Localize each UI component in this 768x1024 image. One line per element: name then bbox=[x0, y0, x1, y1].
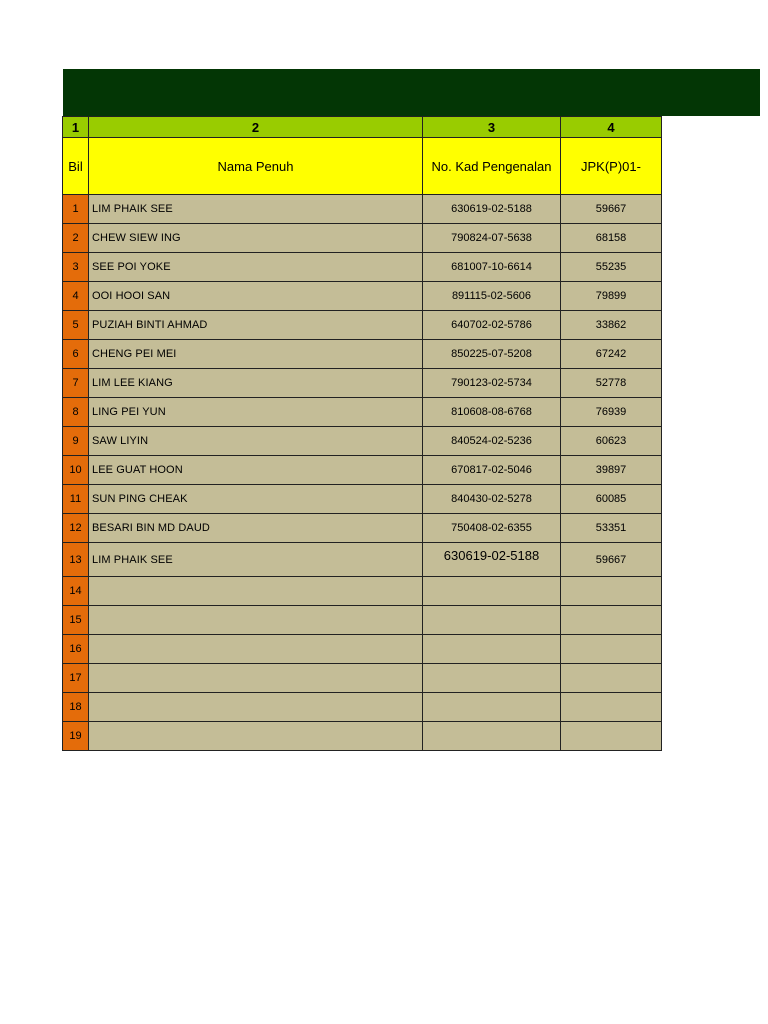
jpk-cell[interactable]: 33862 bbox=[561, 311, 662, 340]
ic-cell[interactable] bbox=[423, 606, 561, 635]
bil-cell[interactable]: 10 bbox=[63, 456, 89, 485]
bil-cell[interactable]: 9 bbox=[63, 427, 89, 456]
bil-cell[interactable]: 1 bbox=[63, 195, 89, 224]
name-cell[interactable]: CHENG PEI MEI bbox=[89, 340, 423, 369]
ic-cell[interactable]: 630619-02-5188 bbox=[423, 543, 561, 577]
name-cell[interactable]: SEE POI YOKE bbox=[89, 253, 423, 282]
name-cell[interactable] bbox=[89, 577, 423, 606]
name-cell[interactable] bbox=[89, 635, 423, 664]
name-cell[interactable] bbox=[89, 693, 423, 722]
jpk-cell[interactable] bbox=[561, 693, 662, 722]
table-row bbox=[63, 427, 662, 456]
table-row bbox=[63, 664, 662, 693]
table-row bbox=[63, 456, 662, 485]
jpk-cell[interactable]: 39897 bbox=[561, 456, 662, 485]
ic-cell[interactable]: 790824-07-5638 bbox=[423, 224, 561, 253]
bil-cell[interactable]: 19 bbox=[63, 722, 89, 751]
ic-cell[interactable] bbox=[423, 722, 561, 751]
ic-cell[interactable] bbox=[423, 577, 561, 606]
ic-cell[interactable]: 891115-02-5606 bbox=[423, 282, 561, 311]
column-number-3[interactable]: 3 bbox=[423, 117, 561, 138]
column-number-2[interactable]: 2 bbox=[89, 117, 423, 138]
name-cell[interactable]: LING PEI YUN bbox=[89, 398, 423, 427]
ic-cell[interactable]: 840430-02-5278 bbox=[423, 485, 561, 514]
bil-cell[interactable]: 2 bbox=[63, 224, 89, 253]
jpk-cell[interactable]: 67242 bbox=[561, 340, 662, 369]
table-row bbox=[63, 693, 662, 722]
ic-cell[interactable] bbox=[423, 693, 561, 722]
ic-cell[interactable]: 681007-10-6614 bbox=[423, 253, 561, 282]
bil-cell[interactable]: 7 bbox=[63, 369, 89, 398]
column-number-1[interactable]: 1 bbox=[63, 117, 89, 138]
table-row bbox=[63, 340, 662, 369]
table-row bbox=[63, 485, 662, 514]
name-cell[interactable]: SAW LIYIN bbox=[89, 427, 423, 456]
jpk-cell[interactable] bbox=[561, 606, 662, 635]
bil-cell[interactable]: 6 bbox=[63, 340, 89, 369]
ic-cell[interactable] bbox=[423, 635, 561, 664]
name-cell[interactable] bbox=[89, 664, 423, 693]
column-number-4[interactable]: 4 bbox=[561, 117, 662, 138]
name-cell[interactable]: PUZIAH BINTI AHMAD bbox=[89, 311, 423, 340]
header-name[interactable]: Nama Penuh bbox=[89, 138, 423, 195]
ic-cell[interactable]: 670817-02-5046 bbox=[423, 456, 561, 485]
header-jpk[interactable]: JPK(P)01- bbox=[561, 138, 662, 195]
jpk-cell[interactable]: 60085 bbox=[561, 485, 662, 514]
ic-cell[interactable]: 810608-08-6768 bbox=[423, 398, 561, 427]
jpk-cell[interactable] bbox=[561, 664, 662, 693]
ic-cell[interactable]: 850225-07-5208 bbox=[423, 340, 561, 369]
header-ic[interactable]: No. Kad Pengenalan bbox=[423, 138, 561, 195]
table-row bbox=[63, 282, 662, 311]
jpk-cell[interactable]: 52778 bbox=[561, 369, 662, 398]
name-cell[interactable]: SUN PING CHEAK bbox=[89, 485, 423, 514]
name-cell[interactable] bbox=[89, 606, 423, 635]
table-row bbox=[63, 722, 662, 751]
ic-cell[interactable]: 640702-02-5786 bbox=[423, 311, 561, 340]
table-row bbox=[63, 543, 662, 577]
jpk-cell[interactable] bbox=[561, 577, 662, 606]
table-row bbox=[63, 577, 662, 606]
ic-cell[interactable]: 630619-02-5188 bbox=[423, 195, 561, 224]
name-cell[interactable]: LIM PHAIK SEE bbox=[89, 543, 423, 577]
bil-cell[interactable]: 4 bbox=[63, 282, 89, 311]
jpk-cell[interactable] bbox=[561, 722, 662, 751]
bil-cell[interactable]: 3 bbox=[63, 253, 89, 282]
table-row bbox=[63, 195, 662, 224]
jpk-cell[interactable]: 55235 bbox=[561, 253, 662, 282]
table-row bbox=[63, 369, 662, 398]
column-number-row bbox=[63, 117, 662, 138]
table-row bbox=[63, 514, 662, 543]
bil-cell[interactable]: 14 bbox=[63, 577, 89, 606]
bil-cell[interactable]: 12 bbox=[63, 514, 89, 543]
bil-cell[interactable]: 13 bbox=[63, 543, 89, 577]
name-cell[interactable]: LIM LEE KIANG bbox=[89, 369, 423, 398]
table-row bbox=[63, 253, 662, 282]
jpk-cell[interactable]: 60623 bbox=[561, 427, 662, 456]
table-row bbox=[63, 398, 662, 427]
bil-cell[interactable]: 8 bbox=[63, 398, 89, 427]
ic-cell[interactable]: 840524-02-5236 bbox=[423, 427, 561, 456]
ic-cell[interactable]: 790123-02-5734 bbox=[423, 369, 561, 398]
name-cell[interactable]: BESARI BIN MD DAUD bbox=[89, 514, 423, 543]
name-cell[interactable]: OOI HOOI SAN bbox=[89, 282, 423, 311]
header-row bbox=[63, 138, 662, 195]
bil-cell[interactable]: 15 bbox=[63, 606, 89, 635]
name-cell[interactable]: LEE GUAT HOON bbox=[89, 456, 423, 485]
table-row bbox=[63, 635, 662, 664]
jpk-cell[interactable]: 59667 bbox=[561, 195, 662, 224]
bil-cell[interactable]: 18 bbox=[63, 693, 89, 722]
ic-cell[interactable]: 750408-02-6355 bbox=[423, 514, 561, 543]
header-bil[interactable]: Bil bbox=[63, 138, 89, 195]
table-row bbox=[63, 311, 662, 340]
ic-cell[interactable] bbox=[423, 664, 561, 693]
jpk-cell[interactable]: 53351 bbox=[561, 514, 662, 543]
jpk-cell[interactable]: 68158 bbox=[561, 224, 662, 253]
title-banner bbox=[63, 69, 760, 116]
name-cell[interactable]: CHEW SIEW ING bbox=[89, 224, 423, 253]
name-cell[interactable]: LIM PHAIK SEE bbox=[89, 195, 423, 224]
jpk-cell[interactable] bbox=[561, 635, 662, 664]
table-row bbox=[63, 224, 662, 253]
jpk-cell[interactable]: 79899 bbox=[561, 282, 662, 311]
table-row bbox=[63, 606, 662, 635]
bil-cell[interactable]: 11 bbox=[63, 485, 89, 514]
bil-cell[interactable]: 17 bbox=[63, 664, 89, 693]
jpk-cell[interactable]: 59667 bbox=[561, 543, 662, 577]
bil-cell[interactable]: 5 bbox=[63, 311, 89, 340]
jpk-cell[interactable]: 76939 bbox=[561, 398, 662, 427]
name-cell[interactable] bbox=[89, 722, 423, 751]
bil-cell[interactable]: 16 bbox=[63, 635, 89, 664]
participant-table bbox=[62, 116, 662, 751]
